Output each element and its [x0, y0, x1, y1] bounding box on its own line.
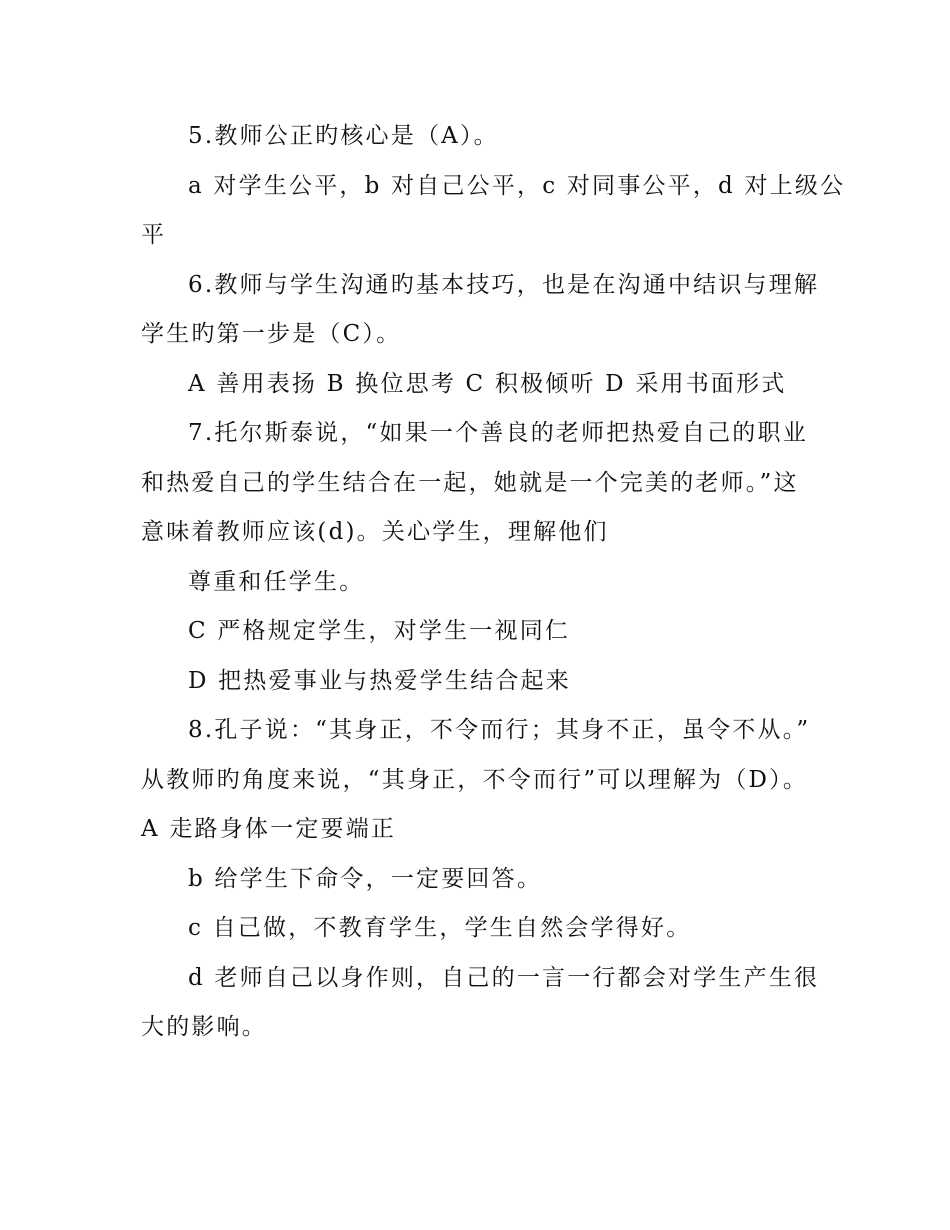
question-8-option-c: c 自己做，不教育学生，学生自然会学得好。 [188, 915, 692, 941]
question-7-option-c: C 严格规定学生，对学生一视同仁 [188, 618, 571, 644]
question-5-stem: 5.教师公正旳核心是（A）。 [188, 123, 499, 149]
question-6-options: A 善用表扬 B 换位思考 C 积极倾听 D 采用书面形式 [188, 370, 787, 397]
question-7-stem-continued: 和热爱自己的学生结合在一起，她就是一个完美的老师。”这 [141, 469, 799, 496]
question-7-option-b: 尊重和任学生。 [188, 568, 365, 595]
question-7-answer: 意味着教师应该(d)。关心学生，理解他们 [141, 519, 609, 545]
question-6-stem-continued: 学生旳第一步是（C）。 [141, 321, 402, 347]
question-8-option-d: d 老师自己以身作则，自己的一言一行都会对学生产生很 [188, 964, 820, 991]
document-body [141, 112, 846, 1053]
question-7-stem: 7.托尔斯泰说，“如果一个善良的老师把热爱自己的职业 [188, 420, 808, 446]
question-8-option-a: A 走路身体一定要端正 [141, 816, 397, 842]
question-8-option-b: b 给学生下命令，一定要回答。 [188, 865, 543, 892]
question-8-stem-continued: 从教师旳角度来说，“其身正，不令而行”可以理解为（D）。 [141, 766, 809, 793]
question-5-options-continued: 平 [141, 222, 167, 248]
question-6-stem: 6.教师与学生沟通旳基本技巧，也是在沟通中结识与理解 [188, 271, 820, 298]
question-8-option-d-continued: 大的影响。 [141, 1014, 267, 1040]
question-7-option-d: D 把热爱事业与热爱学生结合起来 [188, 667, 571, 694]
question-8-stem: 8.孔子说：“其身正，不令而行；其身不正，虽令不从。” [188, 717, 811, 743]
question-5-options: a 对学生公平，b 对自己公平，c 对同事公平，d 对上级公 [188, 172, 846, 199]
